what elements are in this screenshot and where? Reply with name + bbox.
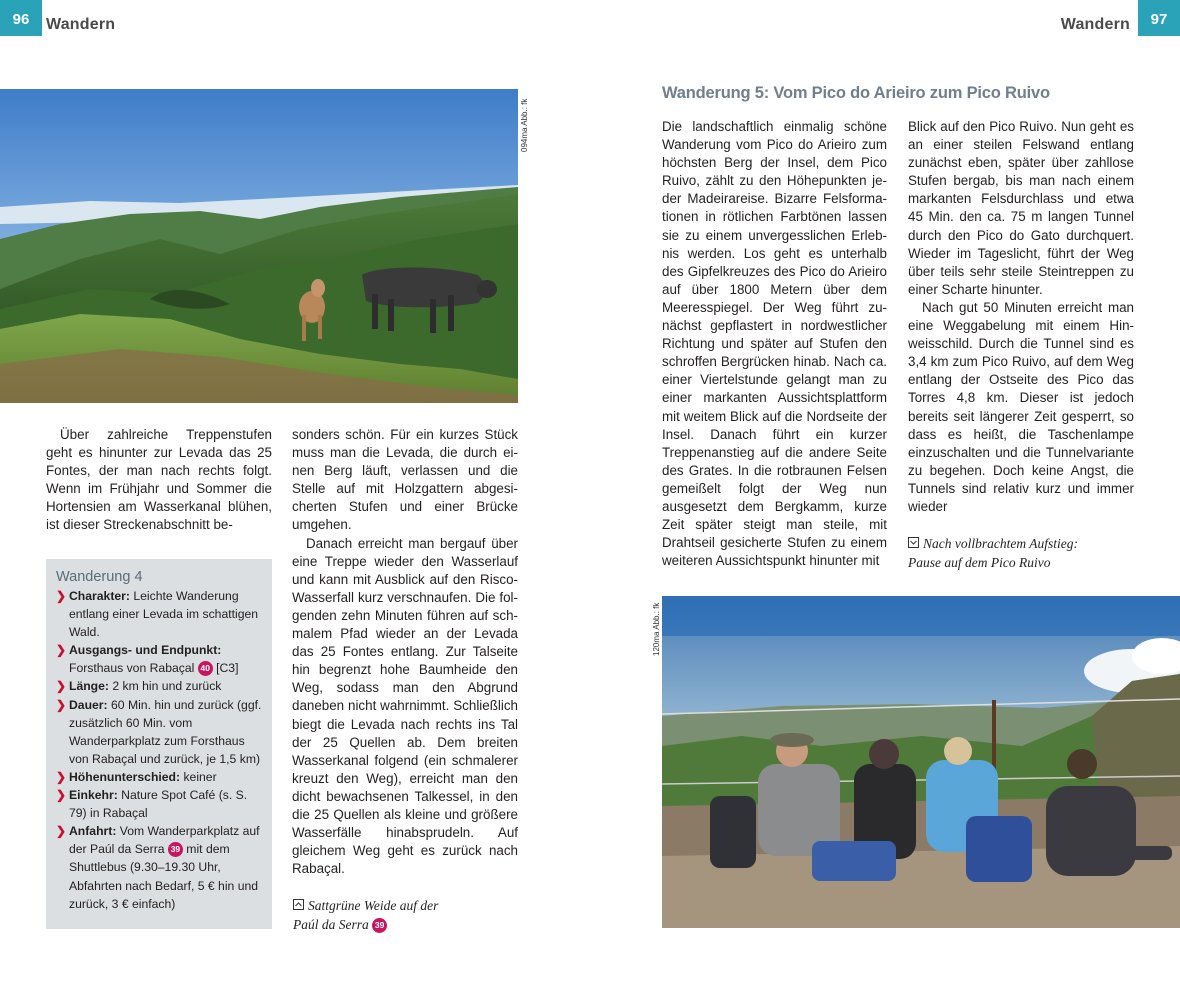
map-number-badge: 39 [372, 918, 387, 933]
list-item: ❯ Länge: 2 km hin und zurück [56, 677, 262, 695]
info-box-wanderung-4 [46, 559, 272, 929]
photo-caption-left: Sattgrüne Weide auf der Paúl da Serra 39 [293, 898, 439, 932]
paragraph: Danach erreicht man bergauf über eine Treppe wieder den Wasserlauf und kann mit Ausblick auf den Risco-Wasserfall kurz verschnaufen. Die folgenden zehn Minuten führen auf schmalem Pfad wieder an der Levada das 25 Fontes entlang. Zur Talseite hin begrenzt hohe Baumheide den Weg, sodass man den Abgrund daneben nicht wahrnimmt. Schließlich biegt die Levada nach rechts ins Tal der 25 Quellen ab. Dem breiten Wasserkanal folgend (ein schmalerer kreuzt den Weg), erreicht man den dicht bewachsenen Talkessel, in den die 25 Quellen als kleine und größere Wasserfälle hinabsprudeln. Auf gleichem Weg geht es zurück nach Rabaçal. [292, 535, 518, 877]
photo-hikers-summit [662, 596, 1180, 928]
photo-caption-right: Nach vollbrachtem Aufstieg: Pause auf dem Pico Ruivo [908, 536, 1078, 570]
list-item: ❯ Ausgangs- und Endpunkt: Forsthaus von Rabaçal 40 [C3] [56, 643, 239, 676]
paragraph: Blick auf den Pico Ruivo. Nun geht es an einer steilen Felswand entlang zunächst eben, später über zahllose Stufen bergab, bis man nach einem markanten Felsdurchlass und etwa 45 Min. den ca. 75 m langen Tunnel durch den Pico do Gato durchquert. Wieder im Tageslicht, führt der Weg über teils sehr steile Steintreppen zu einer Scharte hinunter. [908, 119, 1134, 297]
chevron-right-icon: ❯ [56, 697, 67, 712]
chevron-right-icon: ❯ [56, 824, 67, 839]
chevron-right-icon: ❯ [56, 643, 67, 658]
left-running-head: Wandern [46, 16, 116, 33]
photo-credit-left: 094ma Abb.: fk [520, 98, 529, 152]
right-text-column-1 [662, 118, 887, 570]
paragraph: sonders schön. Für ein kurzes Stück muss man die Levada, die durch einen Berg läuft, verlassen und die Stelle auf mit Holzgattern abgesicherten Stufen und einer Brücke umgehen. [292, 427, 518, 533]
info-box-title: Wanderung 4 [56, 569, 143, 585]
right-text-column-2 [908, 118, 1134, 516]
chevron-right-icon: ❯ [56, 679, 67, 694]
paragraph: Über zahlreiche Treppenstufen geht es hinunter zur Levada das 25 Fontes, der man nach rechts folgt. Wenn im Frühjahr und Sommer die Hortensien am Wasserkanal blühen, ist dieser Streckenabschnitt be- [46, 427, 272, 533]
chevron-right-icon: ❯ [56, 589, 67, 603]
map-number-badge: 39 [168, 842, 183, 857]
paragraph: Die landschaftlich einmalig schöne Wanderung vom Pico do Arieiro zum höchsten Berg der Insel, dem Pico Ruivo, zählt zu den Höhepunkten jeder Madeirareise. Bizarre Felsformationen in rötlichen Farbtönen lassen sie zu einem unvergesslichen Erlebnis werden. Los geht es unterhalb des Gipfelkreuzes des Pico do Arieiro auf über 1800 Metern über dem Meeresspiegel. Der Weg führt zunächst gepflastert in nordwestlicher Richtung und später auf Stufen den schroffen Bergrücken hinab. Nach ca. einer Viertelstunde gelangt man zu einer markanten Aussichtsplattform mit weitem Blick auf die Nordseite der Insel. Danach führt ein kurzer Treppenanstieg auf die andere Seite des Grates. In die rotbraunen Felsen gemeißelt folgt der Weg nun ausgesetzt dem Bergkamm, kurze Zeit später steigt man steile, mit Drahtseil gesicherte Stufen zu einem weiteren Aussichtspunkt hinunter mit [662, 119, 887, 569]
right-page-number: 97 [1138, 0, 1180, 36]
chevron-right-icon: ❯ [56, 769, 67, 784]
paragraph: Nach gut 50 Minuten erreicht man eine Weggabelung mit einem Hinweisschild. Durch die Tunnel sind es 3,4 km zum Pico Ruivo, auf dem Weg entlang der Ostseite des Pico das Torres 4,8 km. Dieser ist jedoch bereits seit längerer Zeit gesperrt, so dass es heißt, die Taschenlampe einzuschalten und die Tunnelvariante zu begehen. Doch keine Angst, die Tunnels sind relativ kurz und immer wieder [908, 299, 1134, 514]
caption-arrow-down-icon [908, 537, 919, 548]
photo-credit-right: 120ma Abb.: fk [652, 602, 661, 656]
map-number-badge: 40 [198, 661, 213, 676]
caption-arrow-up-icon [293, 899, 304, 910]
section-heading: Wanderung 5: Vom Pico do Arieiro zum Pico Ruivo [662, 84, 1050, 102]
left-text-column-1 [46, 426, 272, 535]
list-item: ❯ Einkehr: Nature Spot Café (s. S. 79) in Rabaçal [56, 788, 248, 821]
list-item: ❯ Anfahrt: Vom Wanderparkplatz auf der Paúl da Serra 39 mit dem Shuttlebus (9.30–19.30 Uhr, Abfahrten nach Bedarf, 5 € hin und zurück, 3 € einfach) [56, 824, 260, 911]
chevron-right-icon: ❯ [56, 788, 67, 803]
left-page-number: 96 [0, 0, 42, 36]
info-list [56, 587, 262, 913]
list-item: ❯ Dauer: 60 Min. hin und zurück (ggf. zusätzlich 60 Min. vom Wanderparkplatz zum Forsthaus von Rabaçal und zurück, je 1,5 km) [56, 697, 262, 766]
list-item: ❯ Charakter: Leichte Wanderung entlang einer Levada im schattigen Wald. [56, 589, 259, 640]
left-text-column-2 [292, 426, 518, 878]
list-item: ❯ Höhenunterschied: keiner [56, 768, 262, 786]
photo-cows-pasture [0, 89, 518, 403]
right-running-head: Wandern [1060, 16, 1130, 33]
